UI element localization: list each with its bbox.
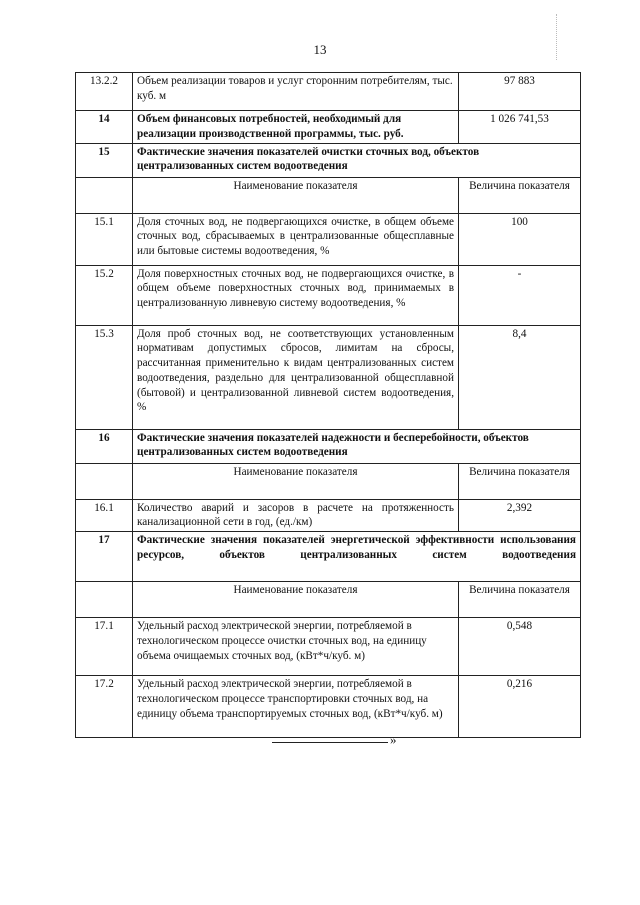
row-number: 15.2 bbox=[76, 265, 133, 325]
table-row bbox=[76, 265, 581, 325]
row-number: 17.2 bbox=[76, 676, 133, 738]
header-row bbox=[76, 582, 581, 618]
row-text: Удельный расход электрической энергии, потребляемой в технологическом процессе очистки сточных вод, на единицу объема очищаемых сточных вод, (кВт*ч/куб. м) bbox=[133, 618, 459, 676]
table-row bbox=[76, 111, 581, 144]
row-text: Доля поверхностных сточных вод, не подвергающихся очистке, в общем объеме поверхностных сточных вод, принимаемых в централизованную ливневую систему водоотведения, % bbox=[133, 265, 459, 325]
section-row bbox=[76, 143, 581, 177]
row-text: Удельный расход электрической энергии, потребляемой в технологическом процессе транспортировки сточных вод, на единицу объема транспортируемых сточных вод, (кВт*ч/куб. м) bbox=[133, 676, 459, 738]
table-row bbox=[76, 73, 581, 111]
column-header-name: Наименование показателя bbox=[133, 177, 459, 213]
row-number: 16.1 bbox=[76, 499, 133, 532]
section-row bbox=[76, 429, 581, 463]
indicators-table bbox=[75, 72, 581, 738]
column-header-value: Величина показателя bbox=[459, 582, 581, 618]
header-row bbox=[76, 177, 581, 213]
closing-quote: » bbox=[390, 732, 397, 747]
table-row bbox=[76, 499, 581, 532]
row-value: - bbox=[459, 265, 581, 325]
section-number: 16 bbox=[76, 429, 133, 463]
page-number: 13 bbox=[313, 42, 327, 57]
section-title: Фактические значения показателей надежности и бесперебойности, объектов централизованных систем водоотведения bbox=[133, 429, 581, 463]
row-value: 0,216 bbox=[459, 676, 581, 738]
table-row bbox=[76, 325, 581, 429]
row-text: Объем финансовых потребностей, необходимый для реализации производственной программы, тыс. руб. bbox=[133, 111, 459, 144]
column-header-name: Наименование показателя bbox=[133, 463, 459, 499]
section-row bbox=[76, 532, 581, 582]
section-number: 17 bbox=[76, 532, 133, 582]
column-header-value: Величина показателя bbox=[459, 177, 581, 213]
table-row bbox=[76, 213, 581, 265]
row-number: 14 bbox=[76, 111, 133, 144]
row-number: 17.1 bbox=[76, 618, 133, 676]
row-value: 100 bbox=[459, 213, 581, 265]
row-text: Доля сточных вод, не подвергающихся очистке, в общем объеме сточных вод, сбрасываемых в централизованные общесплавные или бытовые системы водоотведения, % bbox=[133, 213, 459, 265]
column-header-value: Величина показателя bbox=[459, 463, 581, 499]
row-text: Объем реализации товаров и услуг сторонним потребителям, тыс. куб. м bbox=[133, 73, 459, 111]
table-row bbox=[76, 618, 581, 676]
row-number: 15.3 bbox=[76, 325, 133, 429]
section-title: Фактические значения показателей энергетической эффективности использования ресурсов, объектов централизованных систем водоотведения bbox=[133, 532, 581, 582]
row-value: 2,392 bbox=[459, 499, 581, 532]
row-value: 1 026 741,53 bbox=[459, 111, 581, 144]
row-text: Количество аварий и засоров в расчете на протяженность канализационной сети в год, (ед./км) bbox=[133, 499, 459, 532]
row-value: 97 883 bbox=[459, 73, 581, 111]
section-number: 15 bbox=[76, 143, 133, 177]
section-title: Фактические значения показателей очистки сточных вод, объектов централизованных систем водоотведения bbox=[133, 143, 581, 177]
row-value: 8,4 bbox=[459, 325, 581, 429]
header-row bbox=[76, 463, 581, 499]
table-row bbox=[76, 676, 581, 738]
scan-margin-marks bbox=[556, 14, 559, 60]
row-number: 13.2.2 bbox=[76, 73, 133, 111]
row-number: 15.1 bbox=[76, 213, 133, 265]
column-header-name: Наименование показателя bbox=[133, 582, 459, 618]
closing-rule bbox=[272, 742, 388, 743]
row-value: 0,548 bbox=[459, 618, 581, 676]
row-text: Доля проб сточных вод, не соответствующих установленным нормативам допустимых сбросов, лимитам на сбросы, рассчитанная применительно к видам централизованных систем водоотведения, раздельно для централизованной общесплавной (бытовой) и централизованной ливневой систем водоотведения, % bbox=[133, 325, 459, 429]
